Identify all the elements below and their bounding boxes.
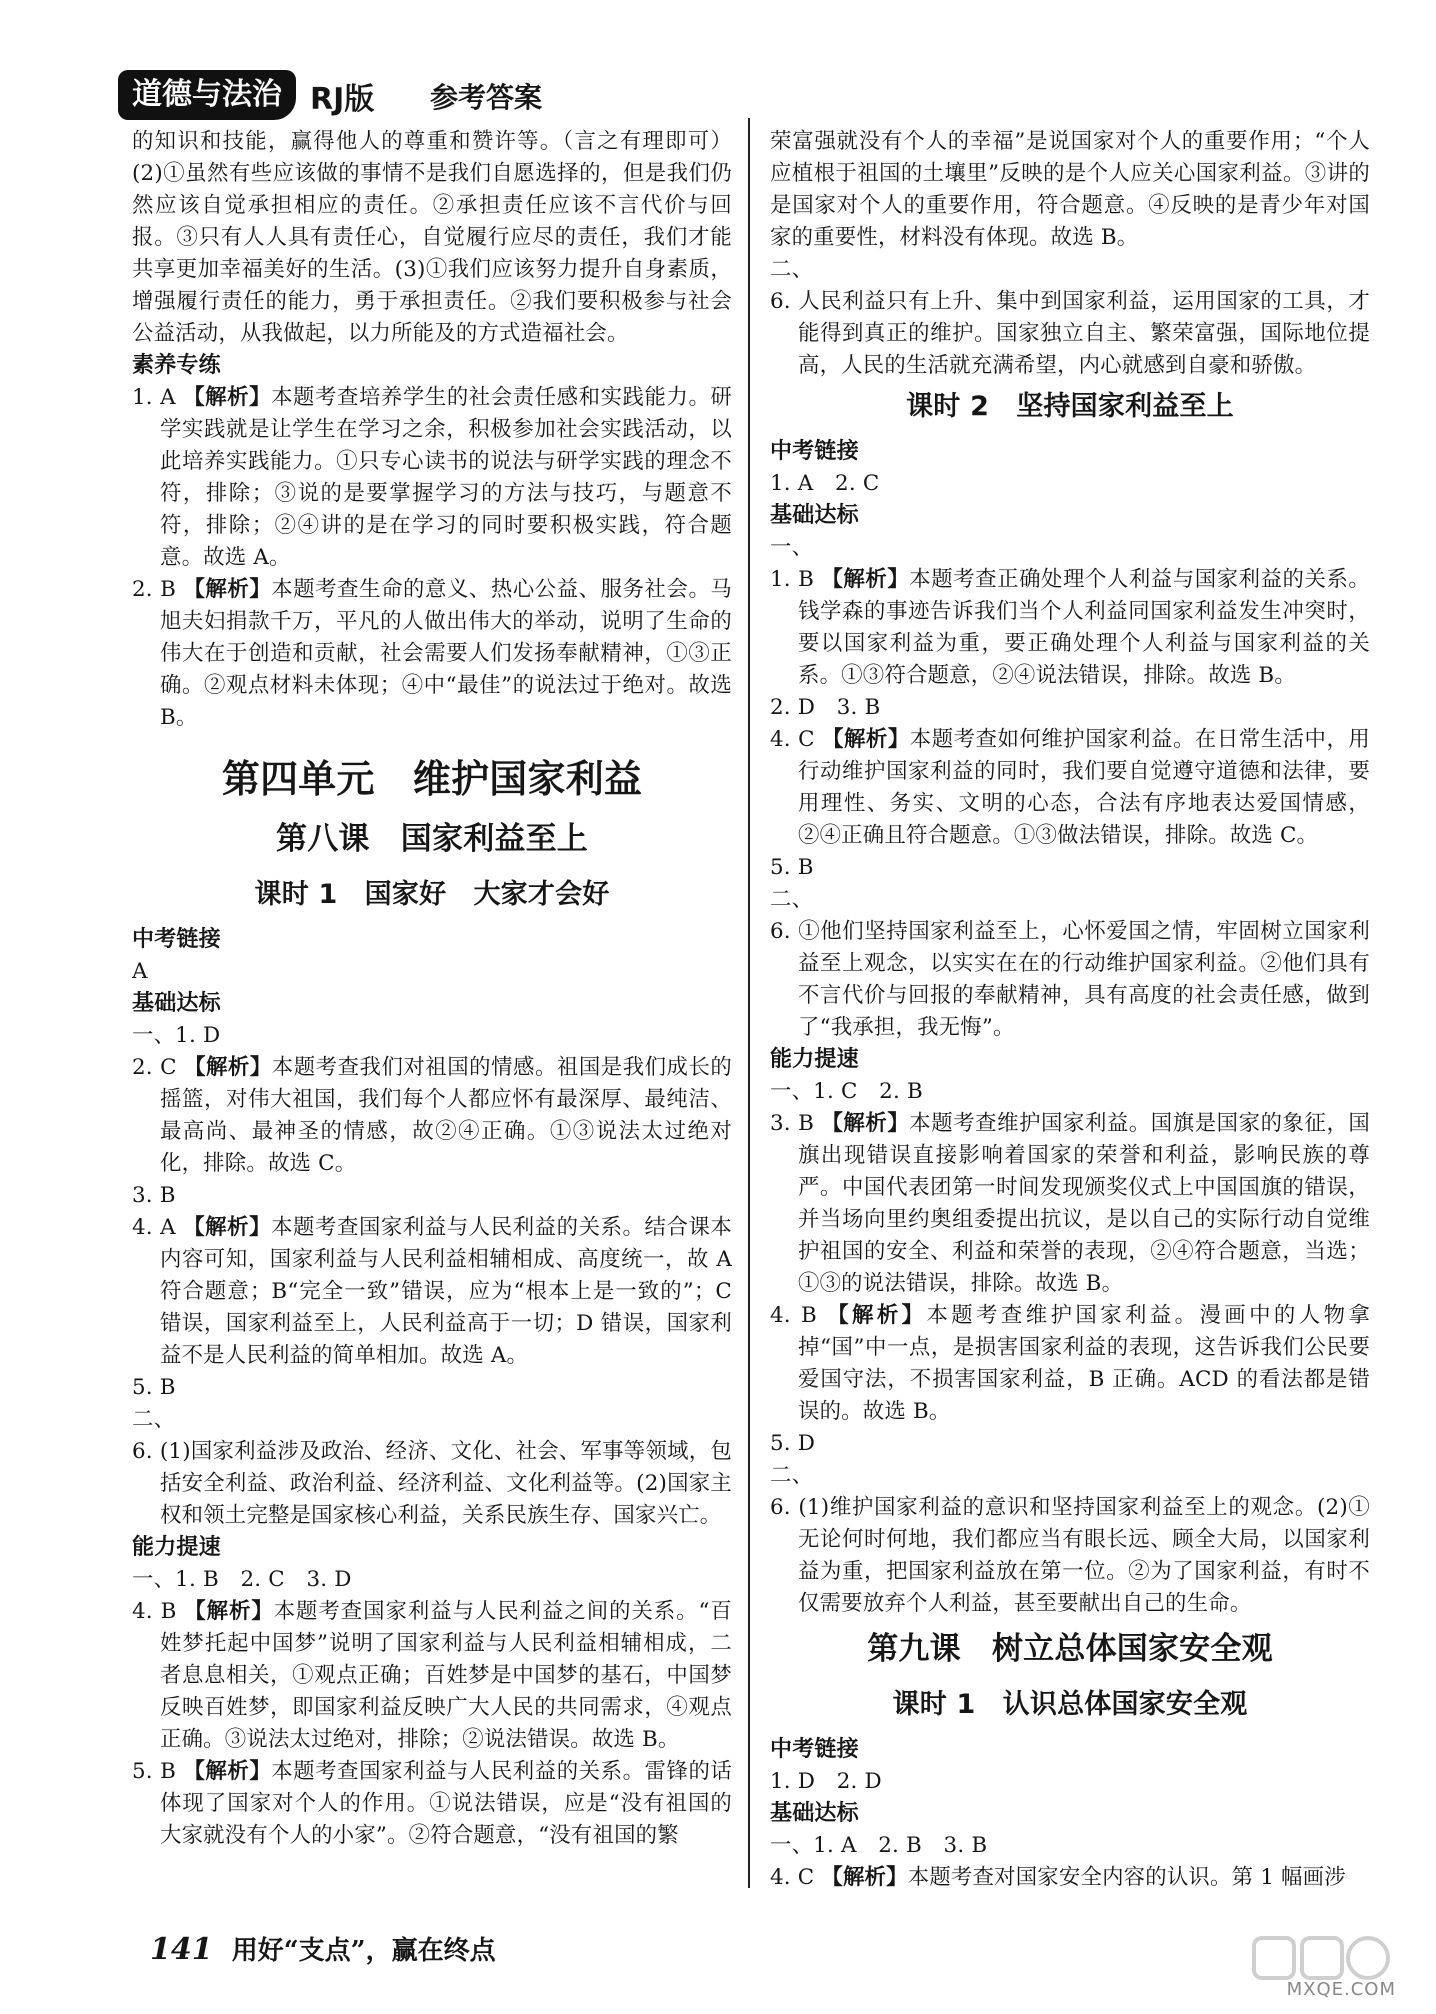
- unit-title: 第四单元 维护国家利益: [221, 757, 643, 801]
- answer-key: 2. B: [132, 577, 184, 602]
- answer-text: 本题考查维护国家利益。国旗是国家的象征，国旗出现错误直接影响着国家的荣誉和利益，影响民族的尊严。中国代表团第一时间发现颁奖仪式上中国国旗的错误，并当场向里约奥组委提出抗议，是以自己的实际行动自觉维护祖国的安全、利益和荣誉的表现，②④符合题意，当选；①③的说法错误，排除。故选 B。: [798, 1111, 1370, 1296]
- answer-key: 6.: [132, 1439, 160, 1464]
- answer-key: 6.: [770, 289, 799, 314]
- answer-item: [770, 916, 1370, 1044]
- column-divider: [748, 118, 750, 1888]
- answer-item: [770, 1108, 1370, 1300]
- answer-item: [132, 382, 732, 574]
- analysis-label: 【解析】: [827, 1303, 927, 1328]
- answer-item: [132, 1596, 732, 1756]
- section-heading: 中考链接: [770, 439, 859, 464]
- analysis-label: 【解析】: [183, 385, 272, 410]
- answer-item: [770, 286, 1370, 382]
- analysis-label: 【解析】: [821, 1111, 910, 1136]
- answer-text: 本题考查维护国家利益。漫画中的人物拿掉“国”中一点，是损害国家利益的表现，这告诉我们公民要爱国守法，不损害国家利益，B 正确。ACD 的看法都是错误的。故选 B。: [798, 1303, 1370, 1424]
- answer-text: 本题考查对国家安全内容的认识。第 1 幅画涉: [907, 1865, 1346, 1890]
- page-number: 141: [150, 1932, 213, 1967]
- answer-key: 4. B: [770, 1303, 828, 1328]
- section-heading: 基础达标: [132, 991, 221, 1016]
- text-line: 二、: [770, 887, 814, 912]
- text-line: 1. D 2. D: [770, 1769, 882, 1794]
- text-line: 一、: [770, 535, 814, 560]
- text-line: 5. B: [132, 1375, 176, 1400]
- section-heading: 基础达标: [770, 503, 859, 528]
- section-heading: 中考链接: [770, 1737, 859, 1762]
- text-line: 二、: [770, 1463, 814, 1488]
- text-line: 一、1. B 2. C 3. D: [132, 1567, 352, 1592]
- period-title: 课时 1 国家好 大家才会好: [254, 879, 610, 910]
- answer-item: [132, 1052, 732, 1180]
- answer-item: [132, 1436, 732, 1532]
- answer-item: [770, 1492, 1370, 1620]
- text-line: 一、1. A 2. B 3. B: [770, 1833, 988, 1858]
- answer-text: 本题考查国家利益与人民利益之间的关系。“百姓梦托起中国梦”说明了国家利益与人民利益相辅相成，二者息息相关，①观点正确；百姓梦是中国梦的基石，中国梦反映百姓梦，即国家利益反映广大人民的共同需求，④观点正确。③说法太过绝对，排除；②说法错误。故选 B。: [160, 1599, 732, 1752]
- answer-item: [770, 1300, 1370, 1428]
- right-column: [770, 126, 1370, 1894]
- text-line: 1. A 2. C: [770, 471, 880, 496]
- answer-item: [132, 574, 732, 734]
- analysis-label: 【解析】: [183, 1759, 272, 1784]
- answer-key: 6.: [770, 919, 799, 944]
- answer-key-title: 参考答案: [430, 81, 543, 114]
- edition-label: RJ版: [310, 82, 375, 117]
- answer-key: 1. B: [770, 567, 822, 592]
- answer-text: 本题考查国家利益与人民利益的关系。雷锋的话体现了国家对个人的作用。①说法错误，应是“没有祖国的大家就没有个人的小家”。②符合题意，“没有祖国的繁: [160, 1759, 732, 1848]
- answer-text: 人民利益只有上升、集中到国家利益，运用国家的工具，才能得到真正的维护。国家独立自主、繁荣富强，国际地位提高，人民的生活就充满希望，内心就感到自豪和骄傲。: [798, 289, 1371, 378]
- analysis-label: 【解析】: [821, 1865, 908, 1890]
- analysis-label: 【解析】: [822, 727, 910, 752]
- answer-key: 4. C: [770, 1865, 822, 1890]
- answer-key: 5. B: [132, 1759, 184, 1784]
- page-header: [118, 70, 638, 132]
- analysis-label: 【解析】: [183, 1215, 272, 1240]
- lesson-title: 第八课 国家利益至上: [276, 821, 588, 857]
- text-line: 二、: [132, 1407, 176, 1432]
- answer-item: [770, 724, 1370, 852]
- answer-item: [770, 1862, 1370, 1894]
- text-line: 一、1. C 2. B: [770, 1079, 923, 1104]
- answer-key: 3. B: [770, 1111, 822, 1136]
- text-line: 5. B: [770, 855, 814, 880]
- answer-text: (1)国家利益涉及政治、经济、文化、社会、军事等领域，包括安全利益、政治利益、经济利益、文化利益等。(2)国家主权和领土完整是国家核心利益，关系民族生存、国家兴亡。: [159, 1439, 732, 1528]
- period-title: 课时 2 坚持国家利益至上: [906, 391, 1234, 422]
- page-footer: [150, 1930, 496, 1967]
- analysis-label: 【解析】: [184, 1055, 272, 1080]
- answer-key: 1. A: [132, 385, 184, 410]
- text-line: A: [132, 959, 148, 984]
- analysis-label: 【解析】: [821, 567, 910, 592]
- left-column: [132, 126, 732, 1852]
- answer-text: 本题考查培养学生的社会责任感和实践能力。研学实践就是让学生在学习之余，积极参加社会实践活动，以此培养实践能力。①只专心读书的说法与研学实践的理念不符，排除；③说的是要掌握学习的方法与技巧，与题意不符，排除；②④讲的是在学习的同时要积极实践，符合题意。故选 A。: [160, 385, 732, 570]
- answer-item: [132, 1212, 732, 1372]
- text-line: 2. D 3. B: [770, 695, 881, 720]
- answer-key: 4. C: [770, 727, 823, 752]
- section-heading: 中考链接: [132, 927, 221, 952]
- answer-item: [770, 564, 1370, 692]
- answer-text: 本题考查国家利益与人民利益的关系。结合课本内容可知，国家利益与人民利益相辅相成、高度统一，故 A 符合题意；B“完全一致”错误，应为“根本上是一致的”；C 错误，国家利益至上，人民利益高于一切；D 错误，国家利益不是人民利益的简单相加。故选 A。: [160, 1215, 732, 1368]
- answer-key: 6.: [770, 1495, 799, 1520]
- text-line: 荣富强就没有个人的幸福”是说国家对个人的重要作用；“个人应植根于祖国的土壤里”反映的是个人应关心国家利益。③讲的是国家对个人的重要作用，符合题意。④反映的是青少年对国家的重要性，材料没有体现。故选 B。: [770, 129, 1370, 250]
- answer-item: [132, 1756, 732, 1852]
- answer-text: ①他们坚持国家利益至上，心怀爱国之情，牢固树立国家利益至上观念，以实实在在的行动维护国家利益。②他们具有不言代价与回报的奉献精神，具有高度的社会责任感，做到了“我承担，我无悔”。: [798, 919, 1371, 1040]
- analysis-label: 【解析】: [183, 577, 272, 602]
- subject-tag: 道德与法治: [118, 70, 296, 120]
- answer-text: 本题考查我们对祖国的情感。祖国是我们成长的摇篮，对伟大祖国，我们每个人都应怀有最深厚、最纯洁、最高尚、最神圣的情感，故②④正确。①③说法太过绝对化，排除。故选 C。: [160, 1055, 733, 1176]
- lesson-title: 第九课 树立总体国家安全观: [867, 1631, 1273, 1667]
- answer-text: (1)维护国家利益的意识和坚持国家利益至上的观念。(2)①无论何时何地，我们都应当有眼长远、顾全大局，以国家利益为重，把国家利益放在第一位。②为了国家利益，有时不仅需要放弃个人利益，甚至要献出自己的生命。: [798, 1495, 1371, 1616]
- section-heading: 基础达标: [770, 1801, 859, 1826]
- text-line: 3. B: [132, 1183, 176, 1208]
- section-heading: 素养专练: [132, 353, 221, 378]
- text-line: 二、: [770, 257, 814, 282]
- answer-key: 4. B: [132, 1599, 185, 1624]
- footer-slogan: 用好“支点”，赢在终点: [231, 1936, 496, 1966]
- analysis-label: 【解析】: [184, 1599, 274, 1624]
- watermark-text: MXQE.COM: [1286, 1979, 1396, 2000]
- period-title: 课时 1 认识总体国家安全观: [892, 1689, 1248, 1720]
- section-heading: 能力提速: [132, 1535, 221, 1560]
- answer-key: 4. A: [132, 1215, 184, 1240]
- section-heading: 能力提速: [770, 1047, 859, 1072]
- text-line: 5. D: [770, 1431, 816, 1456]
- answer-text: 本题考查如何维护国家利益。在日常生活中，用行动维护国家利益的同时，我们要自觉遵守道德和法律，要用理性、务实、文明的心态，合法有序地表达爱国情感，②④正确且符合题意。①③做法错误，排除。故选 C。: [798, 727, 1371, 848]
- answer-key: 2. C: [132, 1055, 185, 1080]
- answer-text: 本题考查正确处理个人利益与国家利益的关系。钱学森的事迹告诉我们当个人利益同国家利益发生冲突时，要以国家利益为重，要正确处理个人利益与国家利益的关系。①③符合题意，②④说法错误，排除。故选 B。: [798, 567, 1370, 688]
- text-line: 的知识和技能，赢得他人的尊重和赞许等。（言之有理即可）(2)①虽然有些应该做的事情不是我们自愿选择的，但是我们仍然应该自觉承担相应的责任。②承担责任应该不言代价与回报。③只有人人具有责任心，自觉履行应尽的责任，我们才能共享更加幸福美好的生活。(3)①我们应该努力提升自身素质，增强履行责任的能力，勇于承担责任。②我们要积极参与社会公益活动，从我做起，以力所能及的方式造福社会。: [132, 129, 732, 346]
- text-line: 一、1. D: [132, 1023, 221, 1048]
- answer-text: 本题考查生命的意义、热心公益、服务社会。马旭夫妇捐款千万，平凡的人做出伟大的举动，说明了生命的伟大在于创造和贡献，社会需要人们发扬奉献精神，①③正确。②观点材料未体现；④中“最佳”的说法过于绝对。故选 B。: [160, 577, 732, 730]
